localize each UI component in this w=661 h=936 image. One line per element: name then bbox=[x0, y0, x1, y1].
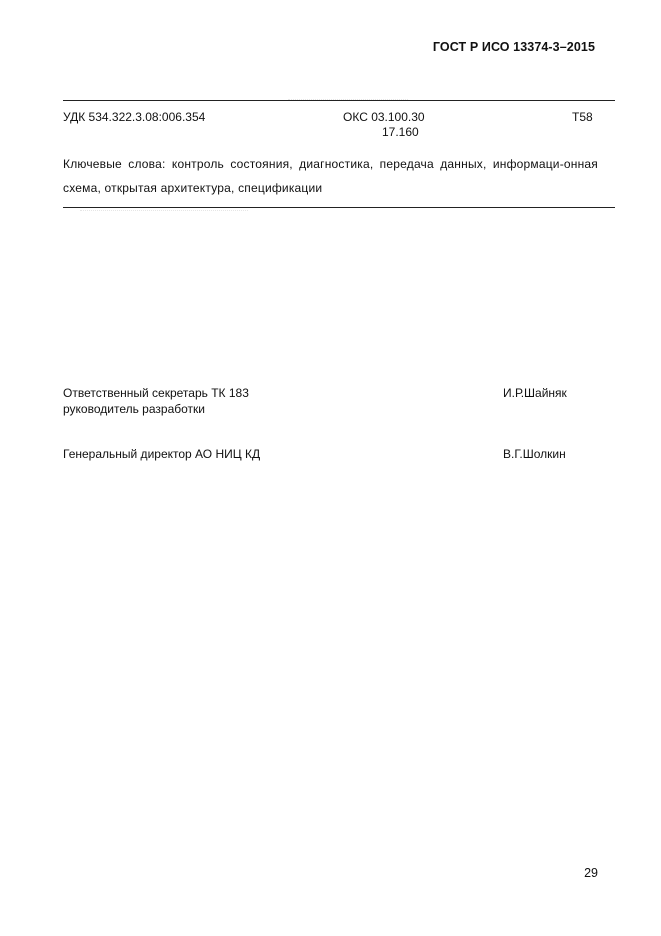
top-divider bbox=[63, 100, 615, 101]
page-number: 29 bbox=[584, 866, 598, 880]
oks-code-line1: ОКС 03.100.30 bbox=[343, 110, 425, 124]
oks-code-line2: 17.160 bbox=[382, 125, 419, 139]
scan-artifact bbox=[80, 210, 248, 211]
classification-code: Т58 bbox=[572, 110, 593, 124]
document-code-header: ГОСТ Р ИСО 13374-3–2015 bbox=[432, 40, 595, 54]
bottom-divider bbox=[63, 207, 615, 208]
keywords-paragraph: Ключевые слова: контроль состояния, диагностика, передача данных, информаци-онная схема, открытая архитектура, спецификации bbox=[63, 157, 598, 195]
signatory-name: И.Р.Шайняк bbox=[503, 386, 567, 400]
udk-code: УДК 534.322.3.08:006.354 bbox=[63, 110, 206, 124]
signatory-title-line1: Генеральный директор АО НИЦ КД bbox=[63, 447, 261, 461]
signatory-title-line1: Ответственный секретарь ТК 183 bbox=[63, 386, 249, 400]
signatory-title-line2: руководитель разработки bbox=[63, 402, 205, 416]
signatory-name: В.Г.Шолкин bbox=[503, 447, 566, 461]
scan-artifact bbox=[288, 99, 408, 100]
